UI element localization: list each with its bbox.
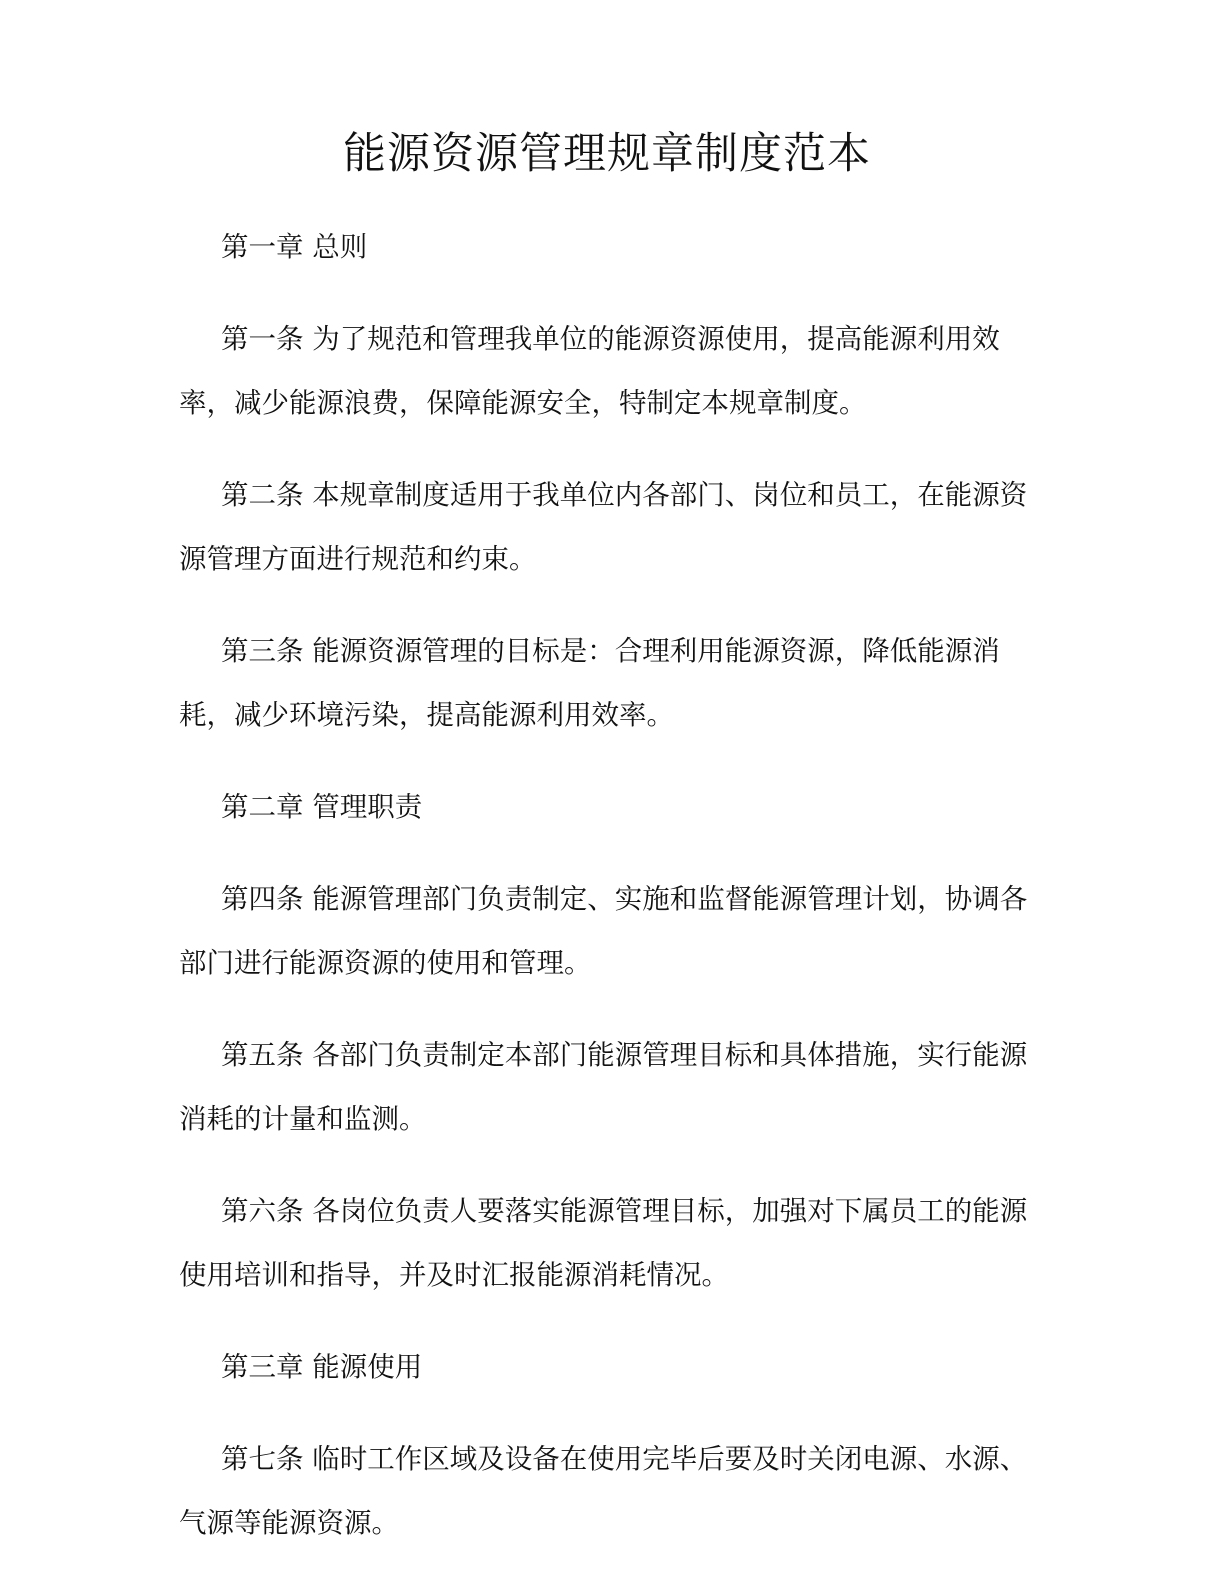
chapter-heading-2: 第二章 管理职责 (221, 791, 423, 823)
article-4: 第四条 能源管理部门负责制定、实施和监督能源管理计划，协调各部门进行能源资源的使用和管理。 (179, 883, 1028, 979)
article-1: 第一条 为了规范和管理我单位的能源资源使用，提高能源利用效率，减少能源浪费，保障能源安全，特制定本规章制度。 (179, 323, 1000, 419)
document-title: 能源资源管理规章制度范本 (343, 129, 871, 179)
article-5: 第五条 各部门负责制定本部门能源管理目标和具体措施，实行能源消耗的计量和监测。 (179, 1039, 1028, 1135)
article-3: 第三条 能源资源管理的目标是：合理利用能源资源，降低能源消耗，减少环境污染，提高能源利用效率。 (179, 635, 1000, 731)
chapter-heading-1: 第一章 总则 (221, 231, 368, 263)
article-6: 第六条 各岗位负责人要落实能源管理目标，加强对下属员工的能源使用培训和指导，并及时汇报能源消耗情况。 (179, 1195, 1028, 1291)
chapter-heading-3: 第三章 能源使用 (221, 1351, 423, 1383)
article-2: 第二条 本规章制度适用于我单位内各部门、岗位和员工，在能源资源管理方面进行规范和约束。 (179, 479, 1028, 575)
article-7: 第七条 临时工作区域及设备在使用完毕后要及时关闭电源、水源、气源等能源资源。 (179, 1443, 1028, 1539)
document-body (179, 215, 1045, 1583)
